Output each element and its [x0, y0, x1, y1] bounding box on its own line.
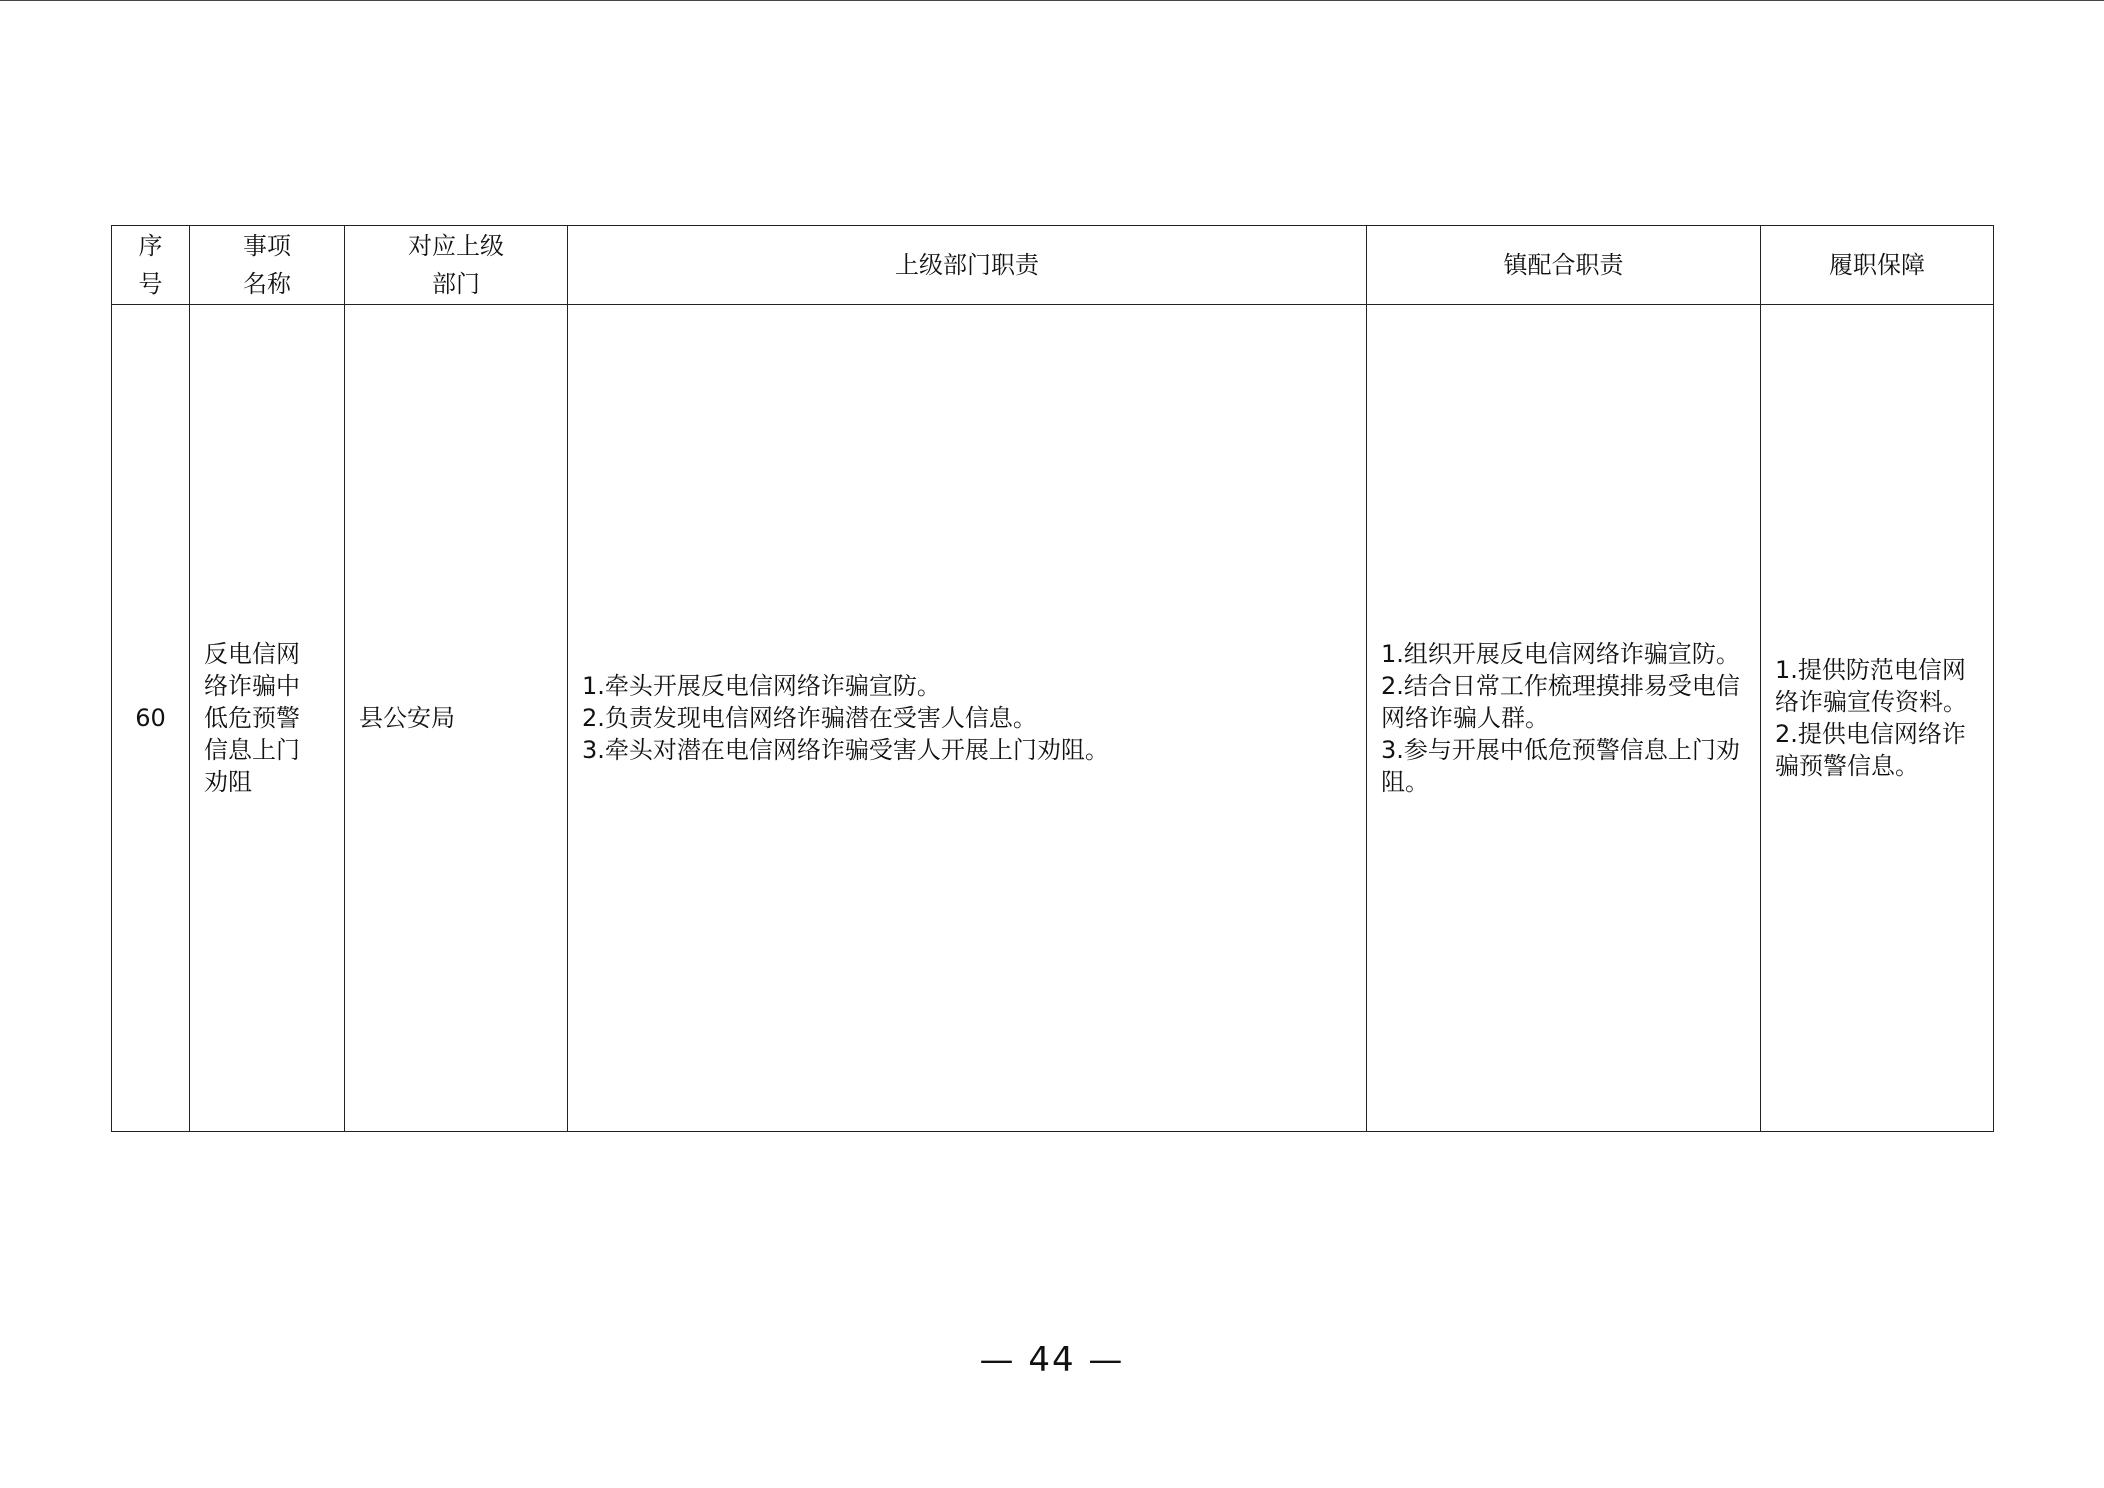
upper-duty-item: 2.负责发现电信网络诈骗潜在受害人信息。	[582, 704, 1037, 732]
cell-guarantee	[1761, 305, 1994, 1132]
cell-seq: 60	[112, 305, 190, 1132]
guarantee-item: 2.提供电信网络诈骗预警信息。	[1775, 720, 1966, 780]
header-item-name: 事项 名称	[190, 226, 345, 305]
table-header-row	[112, 226, 1994, 305]
header-town-duty: 镇配合职责	[1367, 226, 1761, 305]
town-duty-item: 2.结合日常工作梳理摸排易受电信网络诈骗人群。	[1381, 672, 1740, 732]
header-seq: 序 号	[112, 226, 190, 305]
header-guarantee: 履职保障	[1761, 226, 1994, 305]
cell-upper-duty	[568, 305, 1367, 1132]
page-top-border	[0, 0, 2104, 1]
cell-town-duty	[1367, 305, 1761, 1132]
town-duty-item: 3.参与开展中低危预警信息上门劝阻。	[1381, 736, 1740, 796]
upper-duty-item: 1.牵头开展反电信网络诈骗宣防。	[582, 672, 941, 700]
cell-upper-dept: 县公安局	[345, 305, 568, 1132]
duty-table	[111, 225, 1994, 1132]
page-number: — 44 —	[979, 1340, 1125, 1380]
header-upper-duty: 上级部门职责	[568, 226, 1367, 305]
town-duty-item: 1.组织开展反电信网络诈骗宣防。	[1381, 640, 1740, 668]
item-name-text: 反电信网络诈骗中低危预警信息上门劝阻	[204, 640, 300, 796]
header-upper-dept: 对应上级 部门	[345, 226, 568, 305]
guarantee-item: 1.提供防范电信网络诈骗宣传资料。	[1775, 656, 1967, 716]
table-row	[112, 305, 1994, 1132]
cell-item-name	[190, 305, 345, 1132]
upper-duty-item: 3.牵头对潜在电信网络诈骗受害人开展上门劝阻。	[582, 736, 1109, 764]
